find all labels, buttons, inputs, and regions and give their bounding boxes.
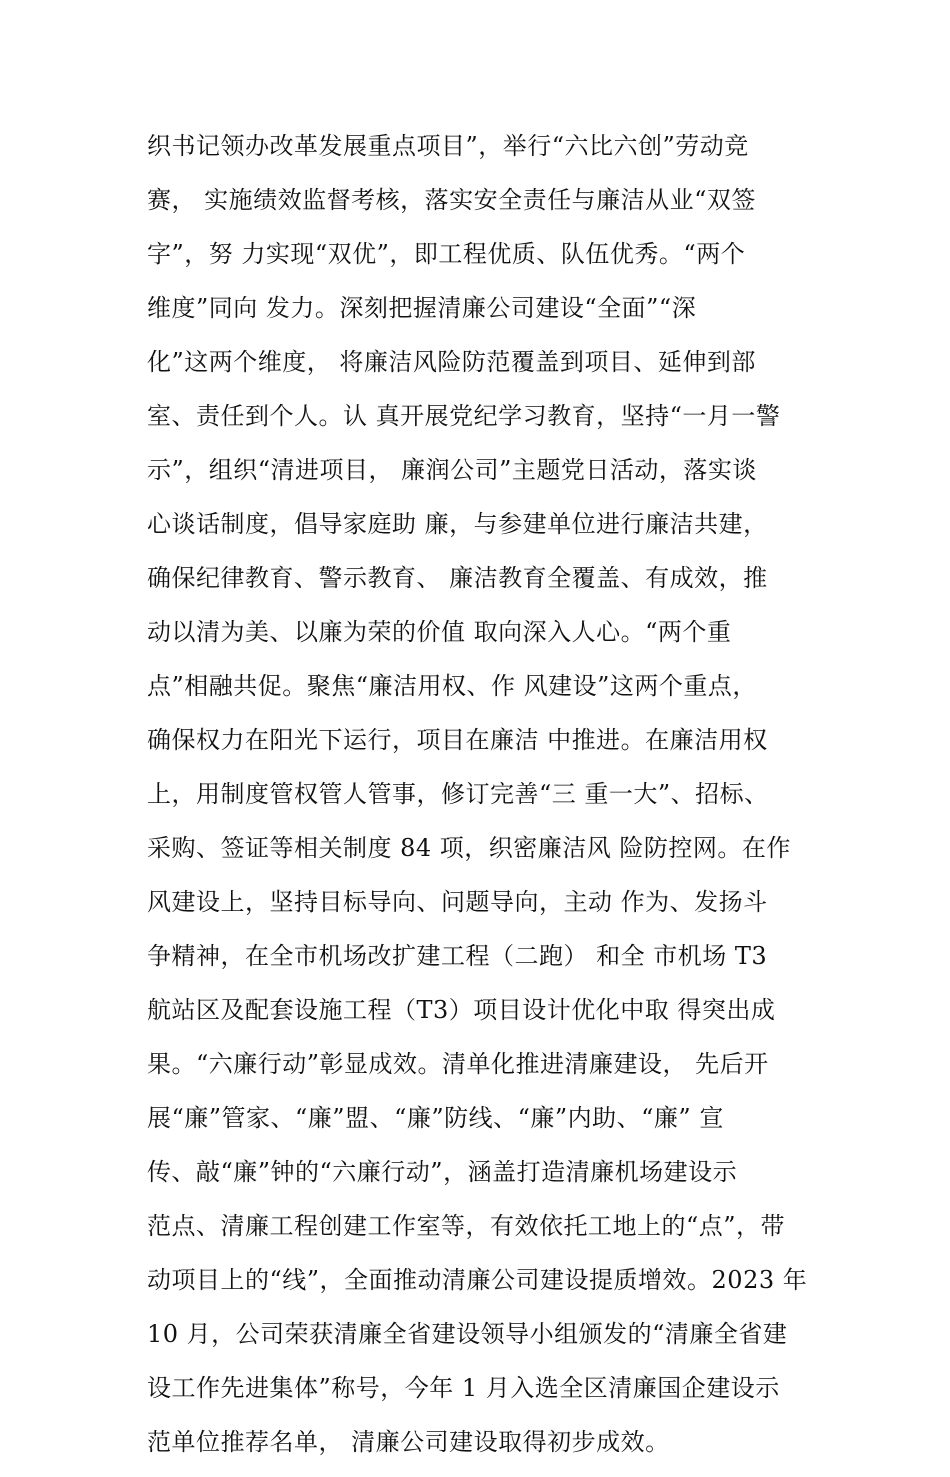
text-line: 心谈话制度，倡导家庭助 廉，与参建单位进行廉洁共建， bbox=[147, 510, 768, 538]
text-line: 确保权力在阳光下运行，项目在廉洁 中推进。在廉洁用权 bbox=[147, 726, 768, 754]
text-line: 化”这两个维度， 将廉洁风险防范覆盖到项目、延伸到部 bbox=[147, 348, 756, 376]
text-line: 10 月，公司荣获清廉全省建设领导小组颁发的“清廉全省建 bbox=[147, 1320, 788, 1348]
text-line: 设工作先进集体”称号，今年 1 月入选全区清廉国企建设示 bbox=[147, 1374, 780, 1402]
text-line: 展“廉”管家、“廉”盟、“廉”防线、“廉”内助、“廉” 宣 bbox=[147, 1104, 724, 1132]
text-line: 上，用制度管权管人管事，修订完善“三 重一大”、招标、 bbox=[147, 780, 769, 808]
text-line: 动项目上的“线”，全面推动清廉公司建设提质增效。2023 年 bbox=[147, 1266, 808, 1294]
text-line: 点”相融共促。聚焦“廉洁用权、作 风建设”这两个重点， bbox=[147, 672, 757, 700]
text-line: 航站区及配套设施工程（T3）项目设计优化中取 得突出成 bbox=[147, 996, 776, 1024]
text-line: 采购、签证等相关制度 84 项，织密廉洁风 险防控网。在作 bbox=[147, 834, 791, 862]
text-line: 赛， 实施绩效监督考核，落实安全责任与廉洁从业“双签 bbox=[147, 186, 756, 214]
body-paragraph bbox=[147, 127, 827, 1477]
text-line: 争精神，在全市机场改扩建工程（二跑） 和全 市机场 T3 bbox=[147, 942, 768, 970]
text-line: 维度”同向 发力。深刻把握清廉公司建设“全面”“深 bbox=[147, 294, 697, 322]
text-line: 范单位推荐名单， 清廉公司建设取得初步成效。 bbox=[147, 1428, 670, 1456]
text-line: 织书记领办改革发展重点项目”，举行“六比六创”劳动竞 bbox=[147, 132, 749, 160]
text-line: 风建设上，坚持目标导向、问题导向，主动 作为、发扬斗 bbox=[147, 888, 768, 916]
text-line: 室、责任到个人。认 真开展党纪学习教育，坚持“一月一警 bbox=[147, 402, 781, 430]
text-line: 范点、清廉工程创建工作室等，有效依托工地上的“点”，带 bbox=[147, 1212, 786, 1240]
text-line: 示”，组织“清进项目， 廉润公司”主题党日活动，落实谈 bbox=[147, 456, 757, 484]
text-line: 果。“六廉行动”彰显成效。清单化推进清廉建设， 先后开 bbox=[147, 1050, 769, 1078]
text-line: 确保纪律教育、警示教育、 廉洁教育全覆盖、有成效，推 bbox=[147, 564, 768, 592]
text-line: 字”，努 力实现“双优”，即工程优质、队伍优秀。“两个 bbox=[147, 240, 746, 268]
text-line: 传、敲“廉”钟的“六廉行动”，涵盖打造清廉机场建设示 bbox=[147, 1158, 738, 1186]
text-line: 动以清为美、以廉为荣的价值 取向深入人心。“两个重 bbox=[147, 618, 732, 646]
